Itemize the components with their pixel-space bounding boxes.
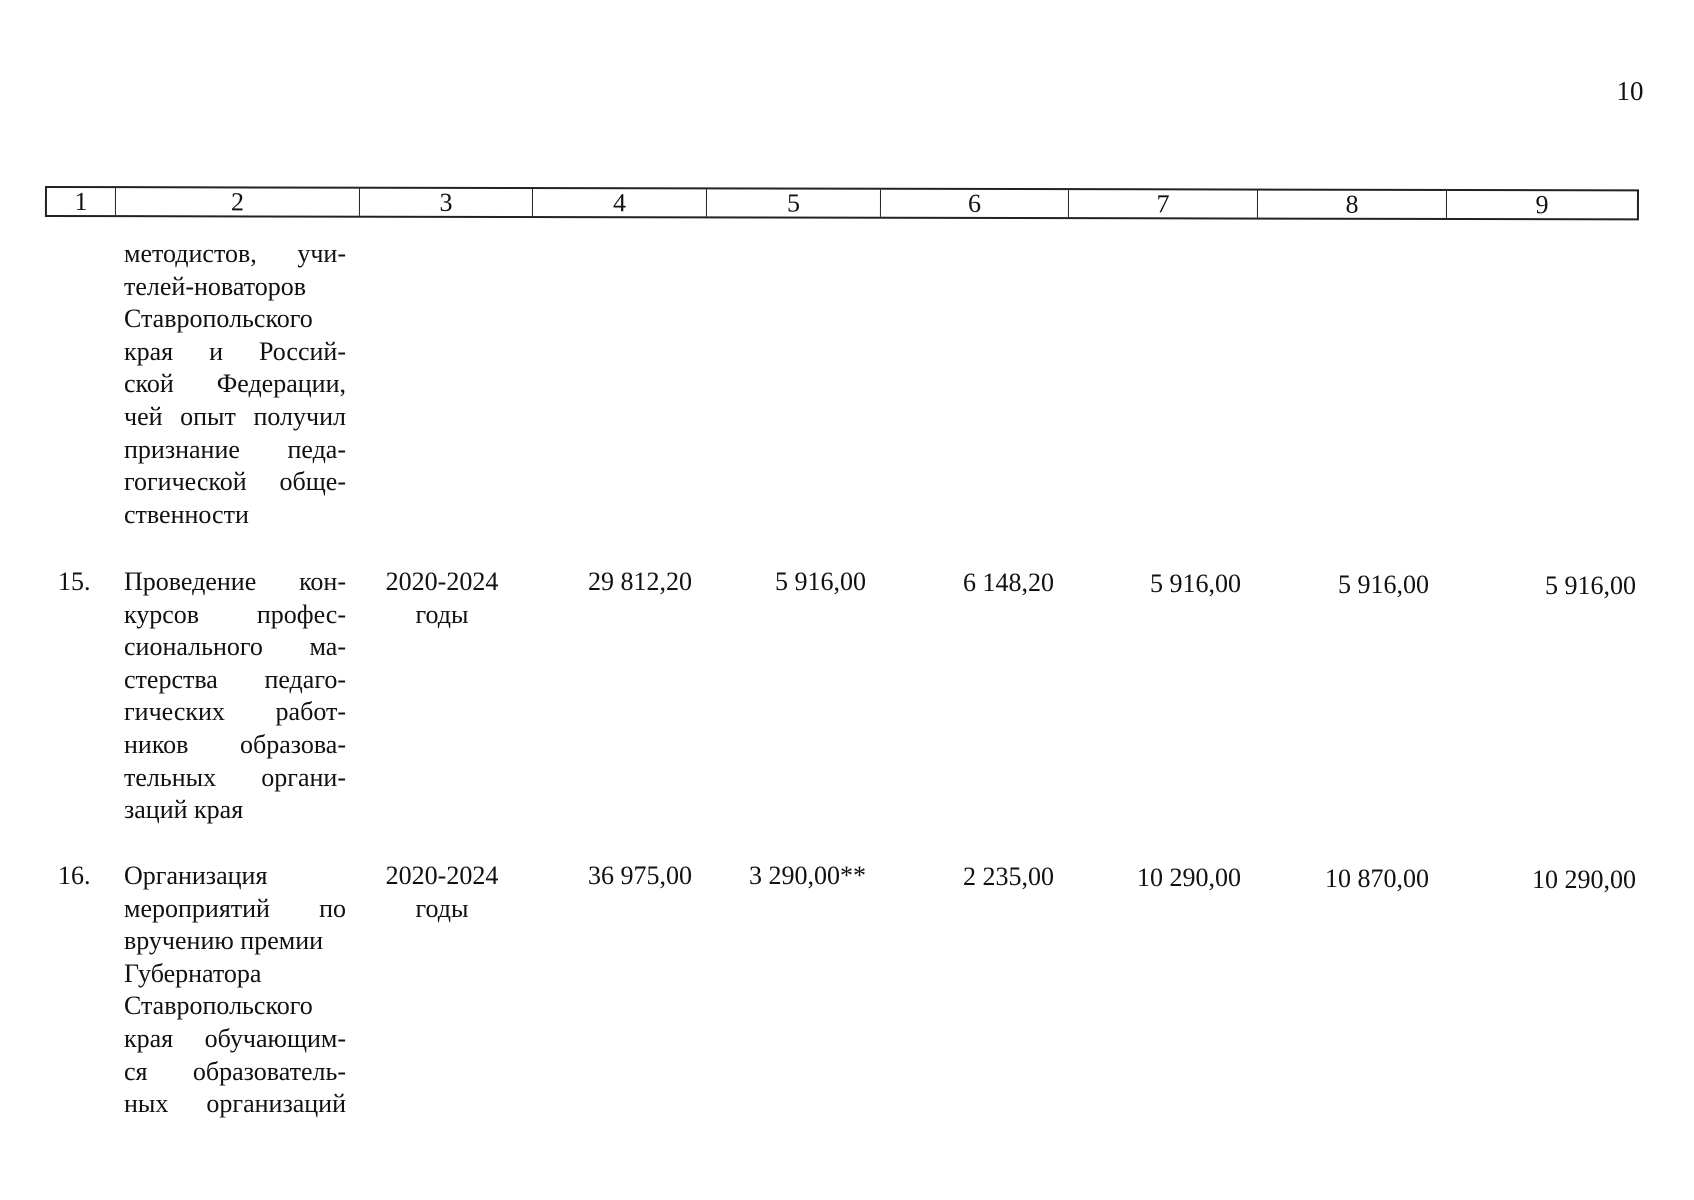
description-line: гогической обще- [124, 467, 346, 497]
description-line: телей-новаторов [124, 271, 306, 301]
cell-col4: 29 812,20 [588, 567, 692, 596]
row-period [372, 860, 512, 925]
table-header-row [45, 186, 1639, 220]
description-line: Ставропольского [124, 304, 313, 334]
row-period [372, 566, 512, 631]
header-cell-1: 1 [47, 188, 116, 215]
description-line: ных организаций [124, 1089, 346, 1119]
header-cell-3: 3 [360, 189, 533, 216]
description-line: Ставропольского [124, 991, 313, 1021]
header-cell-2: 2 [116, 188, 360, 216]
description-line: методистов, учи- [124, 239, 346, 268]
cell-col8: 5 916,00 [1338, 570, 1429, 599]
description-line: тельных органи- [124, 762, 346, 792]
row-index: 16. [58, 861, 91, 890]
header-cell-4: 4 [533, 189, 707, 216]
description-line: мероприятий по [124, 893, 346, 923]
cell-col7: 10 290,00 [1137, 863, 1241, 892]
cell-col6: 6 148,20 [963, 568, 1054, 597]
header-cell-9: 9 [1535, 190, 1549, 220]
description-line: Проведение кон- [124, 567, 346, 596]
description-line: ственности [124, 499, 249, 529]
cell-col7: 5 916,00 [1150, 569, 1241, 598]
description-line: чей опыт получил [124, 401, 346, 431]
cell-col5: 5 916,00 [775, 567, 866, 596]
description-line: Губернатора [124, 958, 262, 988]
header-cell-8: 8 [1258, 191, 1447, 218]
description-line: признание педа- [124, 434, 346, 464]
header-cell-7: 7 [1069, 190, 1258, 217]
cell-col4: 36 975,00 [588, 861, 692, 890]
description-line: курсов профес- [124, 599, 346, 629]
description-line: ской Федерации, [124, 369, 346, 399]
cell-col9: 5 916,00 [1545, 571, 1636, 600]
row-description [124, 860, 346, 1121]
continuation-description [124, 238, 346, 531]
period-years: 2020-2024 [385, 567, 499, 596]
cell-col6: 2 235,00 [963, 862, 1054, 891]
description-line: стерства педаго- [124, 664, 346, 694]
description-line: края и Россий- [124, 336, 346, 366]
description-line: заций края [124, 795, 244, 825]
description-line: ников образова- [124, 729, 346, 759]
header-cell-6: 6 [881, 190, 1069, 217]
period-unit: годы [415, 599, 469, 629]
page-number: 10 [1616, 76, 1644, 106]
description-line: вручению премии [124, 926, 324, 956]
cell-col5: 3 290,00** [749, 861, 866, 890]
description-line: сионального ма- [124, 632, 346, 662]
period-unit: годы [415, 893, 469, 923]
row-description [124, 566, 346, 827]
header-cell-5: 5 [707, 189, 881, 216]
description-line: края обучающим- [124, 1023, 346, 1053]
period-years: 2020-2024 [385, 861, 499, 890]
description-line: гических работ- [124, 697, 346, 727]
description-line: Организация [124, 861, 268, 890]
description-line: ся образователь- [124, 1056, 346, 1086]
row-index: 15. [58, 567, 91, 596]
cell-col8: 10 870,00 [1325, 864, 1429, 893]
cell-col9: 10 290,00 [1532, 865, 1636, 894]
